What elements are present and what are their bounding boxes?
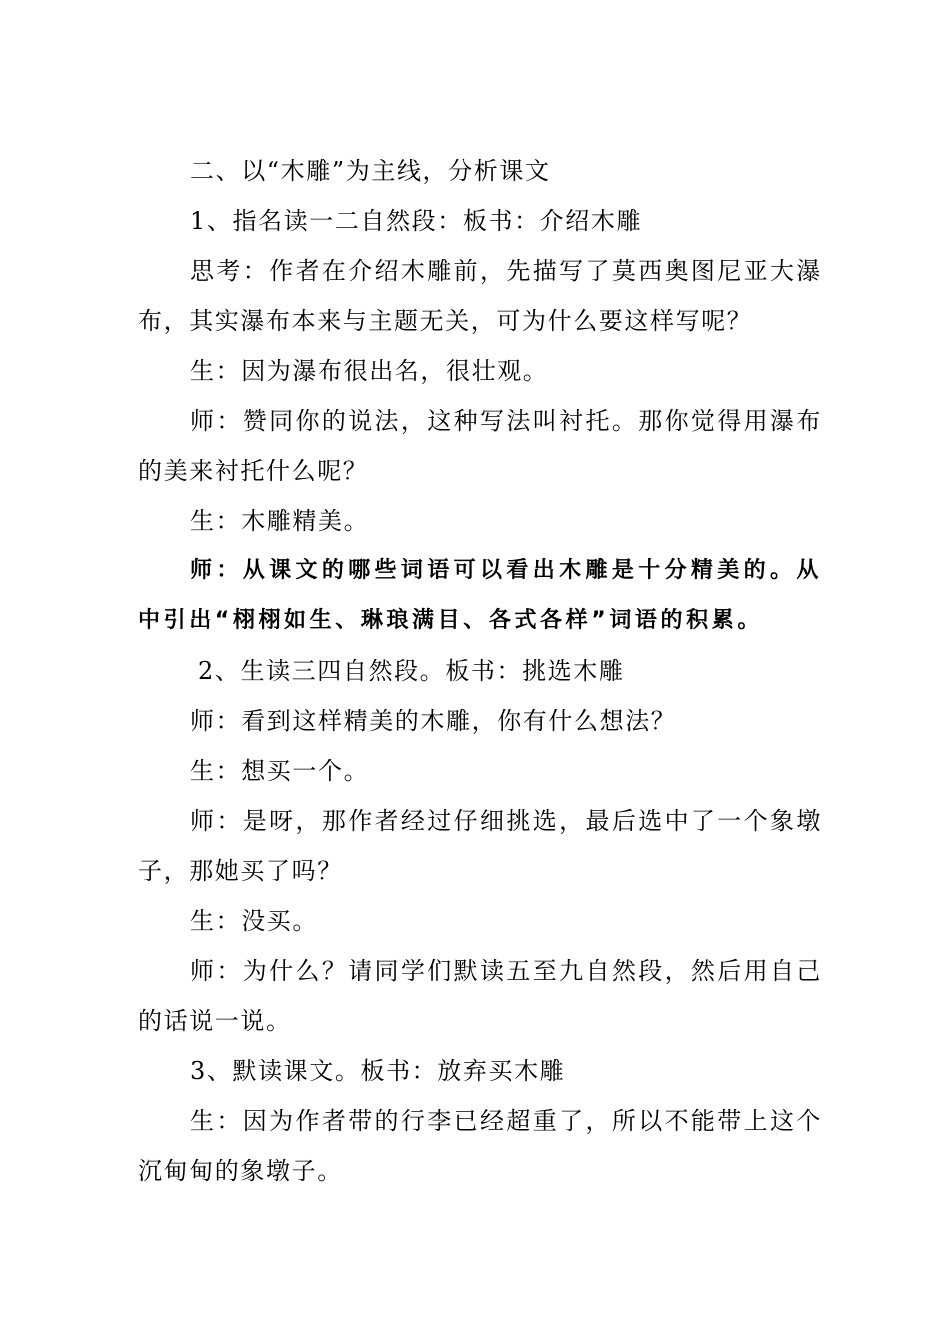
paragraph-step-2: 2、生读三四自然段。板书：挑选木雕: [198, 657, 625, 685]
paragraph-step-3: 3、默读课文。板书：放弃买木雕: [190, 1057, 566, 1085]
paragraph-student-answer: 生：因为瀑布很出名，很壮观。: [190, 357, 549, 385]
paragraph-student-answer: 生：木雕精美。: [190, 507, 370, 535]
paragraph-student-answer: 生：没买。: [190, 907, 318, 935]
paragraph-step-1: 1、指名读一二自然段：板书：介绍木雕: [190, 207, 643, 235]
paragraph-student-answer: 生：想买一个。: [190, 757, 370, 785]
paragraph-thinking-question: 思考：作者在介绍木雕前，先描写了莫西奥图尼亚大瀑布，其实瀑布本来与主题无关，可为什么要这样写呢？: [138, 257, 822, 335]
paragraph-student-answer: 生：因为作者带的行李已经超重了，所以不能带上这个沉甸甸的象墩子。: [138, 1107, 822, 1185]
paragraph-teacher-remark: 师：是呀，那作者经过仔细挑选，最后选中了一个象墩子，那她买了吗？: [138, 807, 822, 885]
paragraph-teacher-remark: 师：看到这样精美的木雕，你有什么想法？: [190, 707, 677, 735]
paragraph-teacher-remark: 师：赞同你的说法，这种写法叫衬托。那你觉得用瀑布的美来衬托什么呢？: [138, 407, 822, 485]
section-heading: 二、以“木雕”为主线，分析课文: [190, 157, 551, 185]
paragraph-teacher-remark: 师：为什么？请同学们默读五至九自然段，然后用自己的话说一说。: [138, 957, 822, 1035]
document-body: [138, 146, 822, 1196]
paragraph-teacher-bold: 师：从课文的哪些词语可以看出木雕是十分精美的。从中引出“栩栩如生、琳琅满目、各式各样”词语的积累。: [138, 558, 822, 633]
